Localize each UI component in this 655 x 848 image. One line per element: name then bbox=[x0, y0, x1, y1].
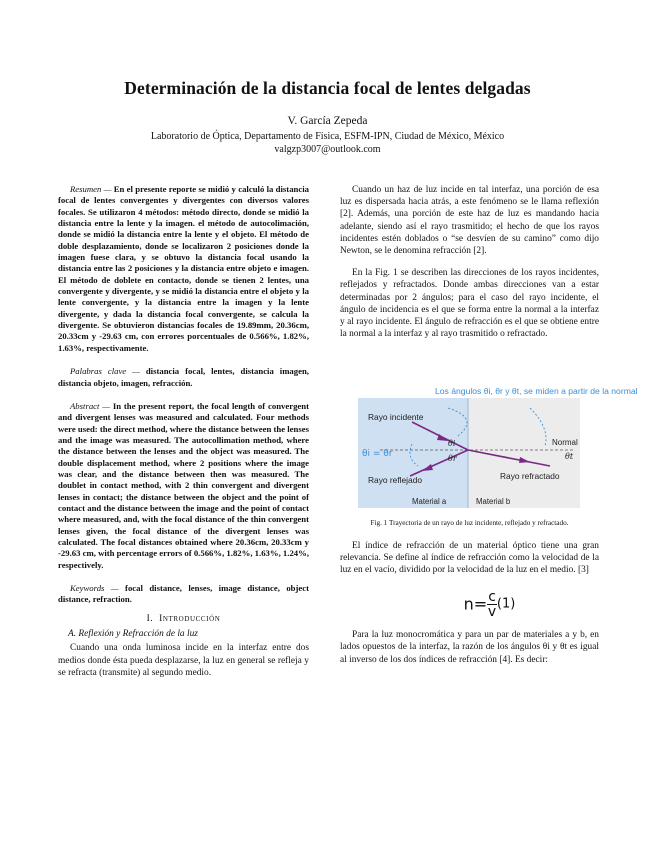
keywords-text: focal distance, lenses, image distance, object distance, refraction. bbox=[58, 583, 310, 605]
left-column bbox=[58, 184, 309, 679]
figure-caption: Fig. 1 Trayectoria de un rayo de luz incidente, reflejado y refractado. bbox=[370, 519, 569, 528]
equation-denominator: v bbox=[487, 604, 497, 621]
keywords-paragraph bbox=[58, 583, 309, 606]
subsection-heading: A. Reflexión y Refracción de la luz bbox=[68, 629, 198, 640]
abstract-label: Abstract — bbox=[70, 400, 110, 411]
refraction-index-paragraph: El índice de refracción de un material óptico tiene una gran relevancia. Se define al índice de refracción como la velocidad de la luz en el vacío, dividido por la velocidad de la luz en el medio. [3] bbox=[340, 540, 599, 576]
keywords-label: Keywords — bbox=[70, 583, 119, 593]
palabras-clave-paragraph bbox=[58, 366, 309, 389]
refracted-ray-label: Rayo refractado bbox=[500, 471, 560, 482]
equation-fraction bbox=[487, 590, 497, 619]
angle-note: Los ángulos θi, θr y θt, se miden a partir de la normal bbox=[435, 386, 638, 397]
directions-paragraph: En la Fig. 1 se describen las direcciones de los rayos incidentes, reflejados y refractados. Donde ambas direcciones van a estar determinadas por 2 ángulos; para el caso del rayo incidente, el ángulo de incidencia es el que se forma entre la normal a la interfaz y al rayo incidente. El ángulo de refracción es el que se obtiene entre la normal a la interfaz y al rayo trasmitido o refractado. bbox=[340, 268, 599, 340]
figure-1 bbox=[340, 348, 638, 513]
theta-i-label: θi bbox=[448, 439, 456, 449]
monochromatic-paragraph: Para la luz monocromática y para un par de materiales a y b, en lados opuestos de la interfaz, la razón de los ángulos θi y θt es igual al inverso de los dos índices de refracción [4]. Es decir: bbox=[340, 630, 599, 665]
author-affiliation: Laboratorio de Óptica, Departamento de Física, ESFM-IPN, Ciudad de México, México bbox=[150, 131, 505, 142]
refraction-diagram bbox=[340, 348, 638, 513]
reflection-law: θi = θr bbox=[362, 449, 393, 460]
equation-1 bbox=[380, 590, 599, 619]
theta-r-label: θr bbox=[448, 454, 457, 464]
resumen-label: Resumen — bbox=[70, 184, 112, 194]
author-name: V. García Zepeda bbox=[287, 115, 368, 127]
intro-paragraph: Cuando una onda luminosa incide en la interfaz entre dos medios donde ésta pueda desplazarse, la luz en general se refleja y se refracta (transmite) al segundo medio. bbox=[58, 643, 309, 678]
equation-numerator: c bbox=[488, 589, 496, 606]
palabras-clave-label: Palabras clave — bbox=[70, 366, 140, 377]
reflected-ray-label: Rayo reflejado bbox=[368, 475, 423, 486]
section-number: I. bbox=[146, 613, 154, 624]
author-email: valgzp3007@outlook.com bbox=[274, 144, 381, 155]
right-column bbox=[340, 184, 638, 666]
theta-t-label: θt bbox=[565, 452, 574, 462]
resumen-text: En el presente reporte se midió y calculó la distancia focal de lentes convergentes y divergentes con diversos valores focales. Se utilizaron 4 métodos: método directo, donde se midió la distancia entre la lente y la imagen. el método de autocolimación, donde se midió la distancia entre la lente y el objeto. El método de doble desplazamiento, donde se localizaron 2 posiciones donde la imagen fuese clara, y se obtuvo la distancia focal usando la distancia entre las 2 posiciones y la distancia entre objeto e imagen. El método de doblete en contacto, donde se tienen 2 lentes, una convergente y divergente, y se midió la distancia entre el objeto y la lente convergente, y la distancia entre la imagen y la lente divergente, y dada la distancia focal convergente, se calcula la divergente. Se obtuvieron distancias focales de 19.89mm, 20.36cm, 20.33cm y -29.63 cm, con errores porcentuales de 0.566%, 1.82%, 1.63%, respectivamente. bbox=[58, 184, 309, 353]
medium-b-label: Material b bbox=[476, 497, 511, 507]
paper-title: Determinación de la distancia focal de lentes delgadas bbox=[124, 78, 531, 98]
abstract-text: In the present report, the focal length of convergent and divergent lenses was measured and calculated. Four methods were used: the direct method, where the distance between the lenses and the image was measured. The autocollimation method, where the distance between the lenses and the object was measured. The double displacement method, where 2 positions where the image was clear, and the distance between then was measured. The doublet in contact method, with 2 thin convergent and divergent lenses in contact; the distance between the object and the point of contact and the distance between the image and the point of contact where measured, and, with the focal distance of the thin convergent lenses given, the focal distance of the divergent lenses was calculated. The focal distances obtained where 20.36cm, 20.33cm y -29.63 cm, with percentage errors of 0.566%, 1.82%, 1.63%, 1.24%, respectively. bbox=[58, 400, 310, 570]
abstract-paragraph bbox=[58, 401, 309, 571]
section-heading bbox=[58, 614, 309, 625]
incident-ray-label: Rayo incidente bbox=[368, 412, 424, 423]
section-title: Introducción bbox=[159, 613, 221, 624]
equation-lhs: n= bbox=[463, 594, 488, 614]
resumen-paragraph bbox=[58, 184, 309, 354]
equation-number: (1) bbox=[496, 596, 516, 612]
palabras-clave-text: distancia focal, lentes, distancia imagen, distancia objeto, imagen, refracción. bbox=[58, 366, 309, 388]
medium-a-label: Material a bbox=[412, 497, 447, 507]
reflection-paragraph: Cuando un haz de luz incide en tal interfaz, una porción de esa luz es dispersada hacia atrás, a este fenómeno se le llama reflexión [2]. Además, una porción de este haz de luz es mandando hacia adelante, siendo así el rayo trasmitido; el hecho de que los rayos incidentes estén doblados o “se desvíen de su camino” como dijo Newton, se le denomina refracción [2]. bbox=[340, 185, 599, 257]
normal-label: Normal bbox=[552, 438, 578, 448]
